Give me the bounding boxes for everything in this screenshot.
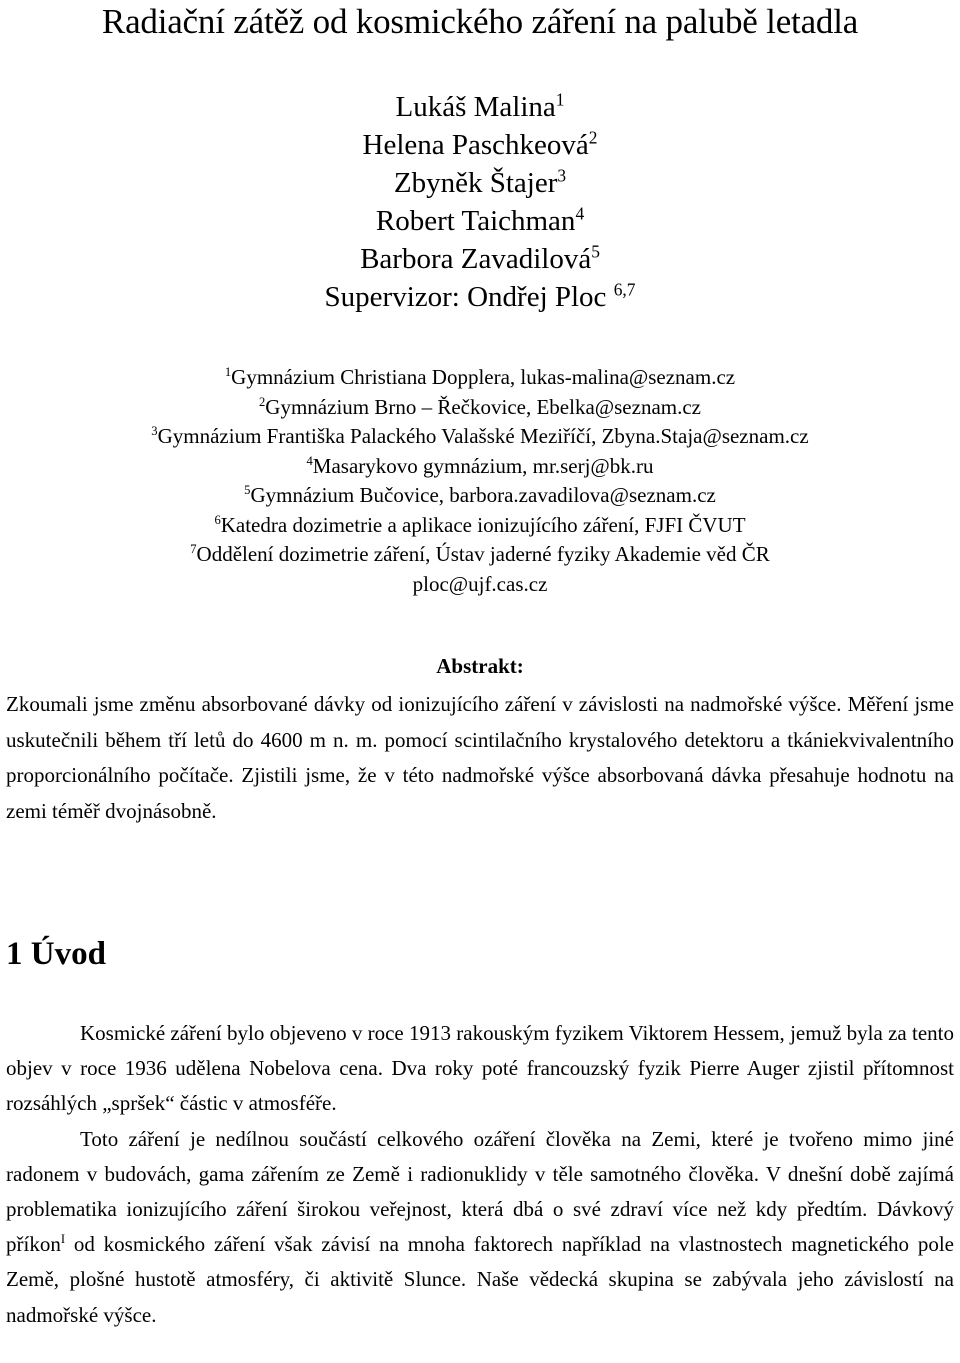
affiliation-list	[0, 363, 960, 599]
affiliation: $^5$Gymnázium Bučovice, barbora.zavadilova@seznam.cz	[244, 483, 716, 507]
affiliation: $^2$Gymnázium Brno – Řečkovice, Ebelka@seznam.cz	[259, 394, 701, 419]
author-list	[0, 88, 960, 316]
document-title: Radiační zátěž od kosmického záření na palubě letadla	[101, 2, 859, 41]
author: Barbora Zavadilová$^5$	[360, 241, 600, 275]
paragraph: Kosmické záření bylo objeveno v roce 1913 rakouským fyzikem Viktorem Hessem, jemuž byla za tento objev v roce 1936 udělena Nobelova cena. Dva roky poté francouzský fyzik Pierre Auger zjistil přítomnost rozsáhlých „spršek“ částic v atmosféře.	[6, 1021, 954, 1116]
section-heading: 1 Úvod	[6, 936, 106, 972]
abstract-text: Zkoumali jsme změnu absorbované dávky od ionizujícího záření v závislosti na nadmořské výšce. Měření jsme uskutečnili během tří letů do 4600 m n. m. pomocí scintilačního krystalového detektoru a tkániekvivalentního proporcionálního počítače. Zjistili jsme, že v této nadmořské výšce absorbovaná dávka přesahuje hodnotu na zemi téměř dvojnásobně.	[6, 692, 954, 823]
affiliation: $^7$Oddělení dozimetrie záření, Ústav jaderné fyziky Akademie věd ČR	[190, 542, 770, 566]
author: Robert Taichman$^4$	[375, 203, 585, 237]
supervisor: Supervizor: Ondřej Ploc $^{6,7}$	[324, 279, 636, 313]
abstract-heading: Abstrakt:	[436, 654, 524, 678]
affiliation: $^1$Gymnázium Christiana Dopplera, lukas-malina@seznam.cz	[224, 365, 736, 389]
section-body	[6, 1016, 954, 1333]
footnote-ref: I	[60, 1232, 66, 1247]
affiliation: $^3$Gymnázium Františka Palackého Valašské Meziříčí, Zbyna.Staja@seznam.cz	[151, 424, 809, 448]
affiliation: $^4$Masarykovo gymnázium, mr.serj@bk.ru	[306, 453, 654, 478]
affiliation-email: ploc@ujf.cas.cz	[412, 571, 548, 596]
author: Lukáš Malina$^1$	[395, 89, 565, 123]
paragraph: Toto záření je nedílnou součástí celkového ozáření člověka na Zemi, které je tvořeno mimo jiné radonem v budovách, gama zářením ze Země i radionuklidy v těle samotného člověka. V dnešní době zajímá problematika ionizujícího záření širokou veřejnost, která dbá o své zdraví více než kdy předtím. Dávkový příkon$^I$ od kosmického záření však závisí na mnoha faktorech například na vlastnostech magnetického pole Země, plošné hustotě atmosféry, či aktivitě Slunce. Naše vědecká skupina se zabývala jeho závislostí na nadmořské výšce.	[6, 1126, 954, 1327]
author: Zbyněk Štajer$^3$	[393, 165, 567, 199]
affiliation: $^6$Katedra dozimetrie a aplikace ionizujícího záření, FJFI ČVUT	[214, 512, 746, 537]
author: Helena Paschkeová$^2$	[362, 127, 598, 161]
